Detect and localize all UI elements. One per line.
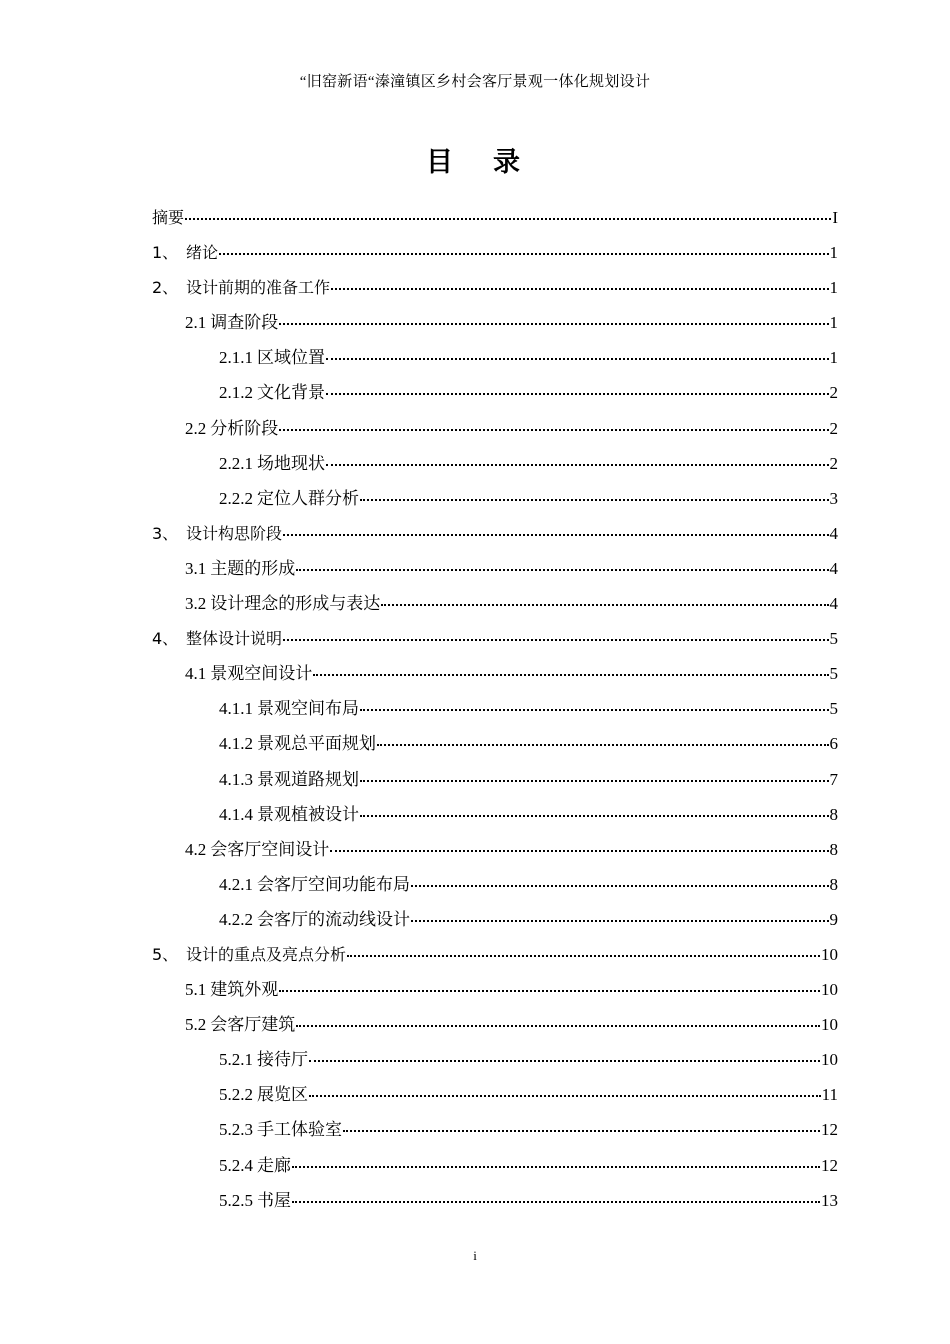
toc-leader-dots <box>292 1166 820 1168</box>
toc-entry-page: 1 <box>829 243 838 263</box>
toc-entry-number: 4.1.2 <box>219 734 253 754</box>
toc-entry[interactable] <box>152 446 838 481</box>
toc-entry[interactable] <box>152 691 838 726</box>
toc-entry-page: 5 <box>829 664 838 684</box>
toc-entry-page: 10 <box>821 1050 838 1070</box>
toc-entry[interactable] <box>152 797 838 832</box>
toc-entry-page: 4 <box>829 594 838 614</box>
toc-entry[interactable] <box>152 656 838 691</box>
toc-entry[interactable] <box>152 411 838 446</box>
toc-entry-number: 2.1 <box>185 313 207 333</box>
toc-entry-label: 绪论 <box>186 243 219 263</box>
toc-entry-page: 13 <box>821 1190 838 1210</box>
toc-entry-number: 4.1 <box>185 664 207 684</box>
toc-entry-number: 5.2.1 <box>219 1050 253 1070</box>
toc-entry[interactable] <box>152 762 838 797</box>
toc-entry-page: 1 <box>829 278 838 298</box>
toc-entry-number: 2、 <box>152 278 179 298</box>
toc-leader-dots <box>283 639 828 641</box>
toc-entry-page: 8 <box>829 874 838 894</box>
toc-entry[interactable] <box>152 832 838 867</box>
toc-entry[interactable] <box>152 1148 838 1183</box>
toc-title <box>0 140 950 179</box>
toc-entry[interactable] <box>152 1077 838 1112</box>
toc-entry-page: 6 <box>829 734 838 754</box>
toc-title-char-1: 目 <box>426 147 457 178</box>
toc-entry-label: 设计构思阶段 <box>186 523 283 543</box>
toc-entry[interactable] <box>152 586 838 621</box>
toc-entry[interactable] <box>152 340 838 375</box>
toc-entry-label: 摘要 <box>152 208 185 227</box>
toc-leader-dots <box>326 358 829 360</box>
toc-entry-label: 整体设计说明 <box>186 629 283 649</box>
toc-entry-page: 5 <box>829 699 838 719</box>
toc-entry[interactable] <box>152 375 838 410</box>
toc-leader-dots <box>347 955 820 957</box>
toc-entry-page: 2 <box>829 383 838 403</box>
toc-leader-dots <box>279 429 828 431</box>
toc-entry[interactable] <box>152 270 838 305</box>
toc-entry-page: 11 <box>821 1085 838 1105</box>
toc-entry-page: 1 <box>829 348 838 368</box>
toc-entry-label: 走廊 <box>257 1155 291 1175</box>
toc-entry-number: 5.1 <box>185 980 207 1000</box>
toc-entry-number: 4.2.1 <box>219 874 253 894</box>
toc-entry-page: 2 <box>829 418 838 438</box>
toc-entry-number: 1、 <box>152 243 179 263</box>
toc-entry[interactable] <box>152 516 838 551</box>
toc-entry-number: 2.2.2 <box>219 488 253 508</box>
toc-entry-label: 景观总平面规划 <box>257 734 376 754</box>
toc-entry-label: 调查阶段 <box>210 313 279 333</box>
toc-entry[interactable] <box>152 937 838 972</box>
toc-entry-number: 3、 <box>152 523 179 543</box>
toc-leader-dots <box>330 850 828 852</box>
toc-entry-number: 2.2.1 <box>219 453 253 473</box>
toc-leader-dots <box>309 1060 820 1062</box>
toc-entry-page: 10 <box>821 980 838 1000</box>
toc-entry-label: 景观道路规划 <box>257 769 359 789</box>
toc-entry[interactable] <box>152 1112 838 1147</box>
toc-entry-number: 4.2.2 <box>219 909 253 929</box>
toc-entry-label: 区域位置 <box>257 348 325 368</box>
toc-entry-label: 书屋 <box>257 1190 291 1210</box>
toc-entry[interactable] <box>152 621 838 656</box>
toc-entry-label: 建筑外观 <box>210 980 279 1000</box>
toc-entry-label: 手工体验室 <box>257 1120 342 1140</box>
page-number: i <box>473 1248 477 1263</box>
toc-leader-dots <box>296 1025 820 1027</box>
toc-leader-dots <box>331 288 828 290</box>
toc-entry-label: 景观空间设计 <box>210 664 313 684</box>
toc-entry-page: 8 <box>829 804 838 824</box>
toc-entry-label: 设计理念的形成与表达 <box>210 594 381 614</box>
toc-entry-number: 3.2 <box>185 594 207 614</box>
toc-entry-label: 展览区 <box>257 1085 308 1105</box>
toc-leader-dots <box>326 393 829 395</box>
toc-entry-number: 5、 <box>152 944 179 964</box>
toc-entry-label: 景观植被设计 <box>257 804 359 824</box>
toc-entry-number: 4.1.3 <box>219 769 253 789</box>
toc-entry-number: 2.2 <box>185 418 207 438</box>
toc-entry-page: 5 <box>829 629 838 649</box>
toc-entry-number: 4.1.1 <box>219 699 253 719</box>
toc-leader-dots <box>360 780 829 782</box>
toc-entry-number: 5.2 <box>185 1015 207 1035</box>
toc-leader-dots <box>309 1095 821 1097</box>
toc-entry[interactable] <box>152 305 838 340</box>
toc-entry-number: 2.1.2 <box>219 383 253 403</box>
toc-entry[interactable] <box>152 1007 838 1042</box>
toc-title-char-2: 录 <box>493 147 524 178</box>
toc-entry[interactable] <box>152 902 838 937</box>
toc-entry[interactable] <box>152 551 838 586</box>
toc-entry-label: 景观空间布局 <box>257 699 359 719</box>
toc-entry-page: 4 <box>829 523 838 543</box>
toc-entry-label: 会客厅空间功能布局 <box>257 874 410 894</box>
toc-leader-dots <box>411 920 829 922</box>
toc-entry-page: 12 <box>821 1155 838 1175</box>
toc-entry[interactable] <box>152 200 838 235</box>
toc-leader-dots <box>219 253 828 255</box>
table-of-contents <box>152 200 838 1218</box>
toc-entry-number: 4、 <box>152 629 179 649</box>
toc-leader-dots <box>296 569 828 571</box>
toc-entry-label: 分析阶段 <box>210 418 279 438</box>
toc-entry-label: 接待厅 <box>257 1050 308 1070</box>
toc-entry[interactable] <box>152 481 838 516</box>
toc-entry-label: 设计的重点及亮点分析 <box>186 944 347 964</box>
toc-leader-dots <box>411 885 829 887</box>
toc-entry[interactable] <box>152 1042 838 1077</box>
toc-entry-label: 设计前期的准备工作 <box>186 278 331 298</box>
toc-entry[interactable] <box>152 867 838 902</box>
toc-entry-label: 文化背景 <box>257 383 325 403</box>
toc-entry-page: 9 <box>829 909 838 929</box>
toc-entry-page: 2 <box>829 453 838 473</box>
toc-entry-label: 会客厅空间设计 <box>210 839 330 859</box>
page-header: “旧窑新语“溱潼镇区乡村会客厅景观一体化规划设计 <box>299 74 651 90</box>
toc-entry-label: 定位人群分析 <box>257 488 359 508</box>
toc-entry-page: 10 <box>821 944 838 964</box>
toc-entry[interactable] <box>152 972 838 1007</box>
toc-entry-page: 4 <box>829 558 838 578</box>
toc-entry-label: 场地现状 <box>257 453 325 473</box>
toc-entry-page: 7 <box>829 769 838 789</box>
toc-entry[interactable] <box>152 235 838 270</box>
toc-entry[interactable] <box>152 1183 838 1218</box>
toc-entry-label: 会客厅的流动线设计 <box>257 909 410 929</box>
toc-entry-label: 主题的形成 <box>210 558 296 578</box>
toc-entry-page: 12 <box>821 1120 838 1140</box>
toc-leader-dots <box>360 815 829 817</box>
toc-leader-dots <box>381 604 828 606</box>
toc-entry-page: 1 <box>829 313 838 333</box>
toc-entry-number: 2.1.1 <box>219 348 253 368</box>
toc-leader-dots <box>326 464 829 466</box>
toc-entry-number: 5.2.5 <box>219 1190 253 1210</box>
toc-entry[interactable] <box>152 726 838 761</box>
toc-entry-label: 会客厅建筑 <box>210 1015 296 1035</box>
toc-leader-dots <box>279 323 828 325</box>
toc-leader-dots <box>343 1130 820 1132</box>
toc-entry-page: 8 <box>829 839 838 859</box>
toc-leader-dots <box>292 1201 820 1203</box>
toc-leader-dots <box>185 218 831 220</box>
toc-leader-dots <box>313 674 828 676</box>
toc-leader-dots <box>377 744 829 746</box>
toc-entry-number: 3.1 <box>185 558 207 578</box>
toc-leader-dots <box>283 534 828 536</box>
toc-entry-number: 4.1.4 <box>219 804 253 824</box>
toc-entry-number: 4.2 <box>185 839 207 859</box>
toc-leader-dots <box>360 709 829 711</box>
toc-entry-page: 10 <box>821 1015 838 1035</box>
toc-entry-number: 5.2.2 <box>219 1085 253 1105</box>
toc-entry-number: 5.2.3 <box>219 1120 253 1140</box>
toc-leader-dots <box>279 990 820 992</box>
toc-entry-number: 5.2.4 <box>219 1155 253 1175</box>
toc-leader-dots <box>360 499 829 501</box>
toc-entry-page: 3 <box>829 488 838 508</box>
toc-entry-page: I <box>832 208 838 227</box>
